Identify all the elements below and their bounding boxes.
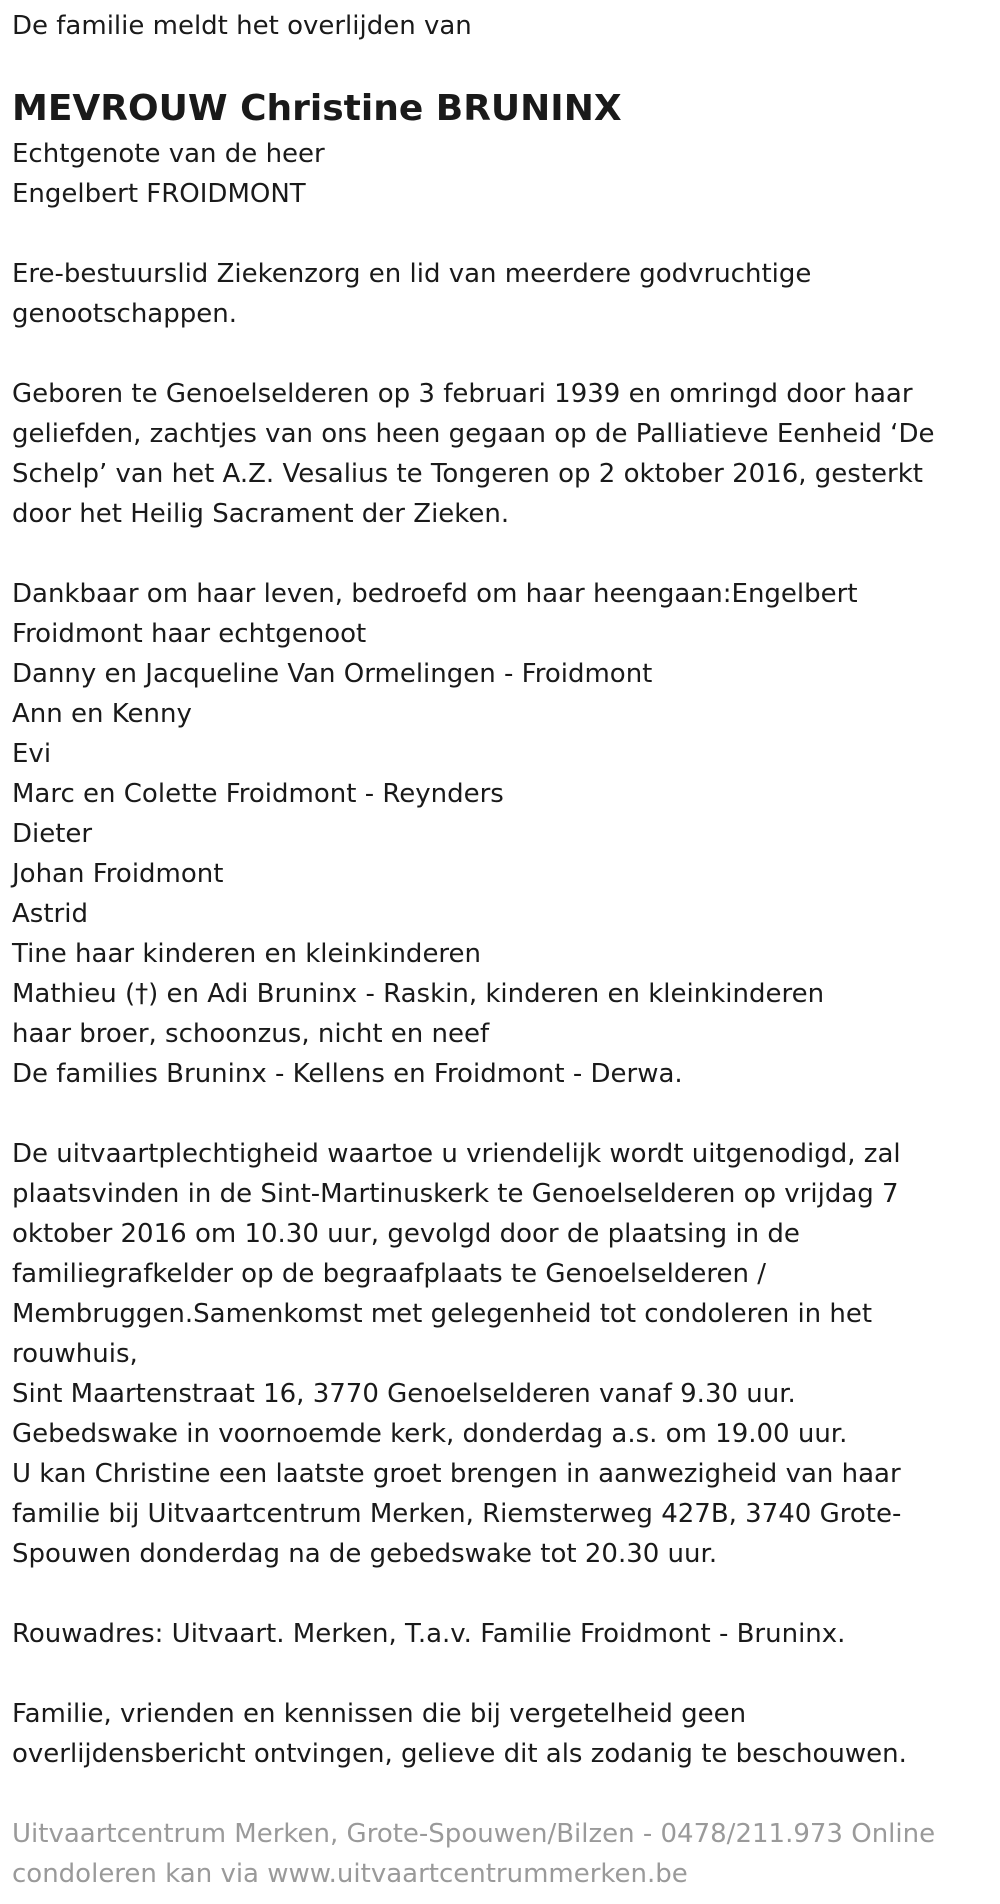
funeral-line: plaatsvinden in de Sint-Martinuskerk te Genoelselderen op vrijdag 7 xyxy=(12,1179,899,1209)
mourning-address: Rouwadres: Uitvaart. Merken, T.a.v. Familie Froidmont - Bruninx. xyxy=(12,1619,846,1649)
funeral-section xyxy=(12,1134,988,1574)
family-line: Tine haar kinderen en kleinkinderen xyxy=(12,939,482,969)
notice-line: overlijdensbericht ontvingen, gelieve dit als zodanig te beschouwen. xyxy=(12,1739,907,1769)
spouse-section xyxy=(12,134,988,214)
membership-line: genootschappen. xyxy=(12,299,237,329)
family-line: Marc en Colette Froidmont - Reynders xyxy=(12,779,504,809)
funeral-line: familie bij Uitvaartcentrum Merken, Riemsterweg 427B, 3740 Grote- xyxy=(12,1499,902,1529)
notice-section xyxy=(12,1694,988,1774)
family-line: De families Bruninx - Kellens en Froidmont - Derwa. xyxy=(12,1059,683,1089)
family-line: Danny en Jacqueline Van Ormelingen - Froidmont xyxy=(12,659,653,689)
spouse-line: Echtgenote van de heer xyxy=(12,139,325,169)
birth-death-section xyxy=(12,374,988,534)
notice-line: Familie, vrienden en kennissen die bij vergetelheid geen xyxy=(12,1699,747,1729)
footer-line: condoleren kan via www.uitvaartcentrummerken.be xyxy=(12,1859,688,1889)
family-line: Dieter xyxy=(12,819,93,849)
funeral-line: Gebedswake in voornoemde kerk, donderdag a.s. om 19.00 uur. xyxy=(12,1419,848,1449)
spouse-line: Engelbert FROIDMONT xyxy=(12,179,306,209)
funeral-line: Spouwen donderdag na de gebedswake tot 20.30 uur. xyxy=(12,1539,718,1569)
birth-death-line: Schelp’ van het A.Z. Vesalius te Tongeren op 2 oktober 2016, gesterkt xyxy=(12,459,923,489)
membership-section xyxy=(12,254,988,334)
family-section xyxy=(12,574,988,1094)
funeral-line: De uitvaartplechtigheid waartoe u vriendelijk wordt uitgenodigd, zal xyxy=(12,1139,901,1169)
funeral-line: U kan Christine een laatste groet brengen in aanwezigheid van haar xyxy=(12,1459,901,1489)
birth-death-line: door het Heilig Sacrament der Zieken. xyxy=(12,499,510,529)
intro-text: De familie meldt het overlijden van xyxy=(12,11,472,41)
funeral-line: rouwhuis, xyxy=(12,1339,138,1369)
mourning-address-section xyxy=(12,1614,988,1654)
family-line: Johan Froidmont xyxy=(12,859,224,889)
family-line: haar broer, schoonzus, nicht en neef xyxy=(12,1019,490,1049)
family-line: Mathieu (†) en Adi Bruninx - Raskin, kinderen en kleinkinderen xyxy=(12,979,825,1009)
membership-line: Ere-bestuurslid Ziekenzorg en lid van meerdere godvruchtige xyxy=(12,259,812,289)
funeral-line: oktober 2016 om 10.30 uur, gevolgd door de plaatsing in de xyxy=(12,1219,800,1249)
funeral-home-footer xyxy=(12,1814,988,1894)
funeral-line: Membruggen.Samenkomst met gelegenheid tot condoleren in het xyxy=(12,1299,873,1329)
family-line: Ann en Kenny xyxy=(12,699,192,729)
birth-death-line: Geboren te Genoelselderen op 3 februari 1939 en omringd door haar xyxy=(12,379,913,409)
footer-line: Uitvaartcentrum Merken, Grote-Spouwen/Bilzen - 0478/211.973 Online xyxy=(12,1819,936,1849)
birth-death-line: geliefden, zachtjes van ons heen gegaan op de Palliatieve Eenheid ‘De xyxy=(12,419,935,449)
funeral-line: Sint Maartenstraat 16, 3770 Genoelselderen vanaf 9.30 uur. xyxy=(12,1379,796,1409)
deceased-name: MEVROUW Christine BRUNINX xyxy=(12,88,622,129)
family-line: Astrid xyxy=(12,899,88,929)
funeral-line: familiegrafkelder op de begraafplaats te Genoelselderen / xyxy=(12,1259,766,1289)
family-line: Evi xyxy=(12,739,52,769)
family-line: Froidmont haar echtgenoot xyxy=(12,619,367,649)
family-line: Dankbaar om haar leven, bedroefd om haar heengaan:Engelbert xyxy=(12,579,858,609)
